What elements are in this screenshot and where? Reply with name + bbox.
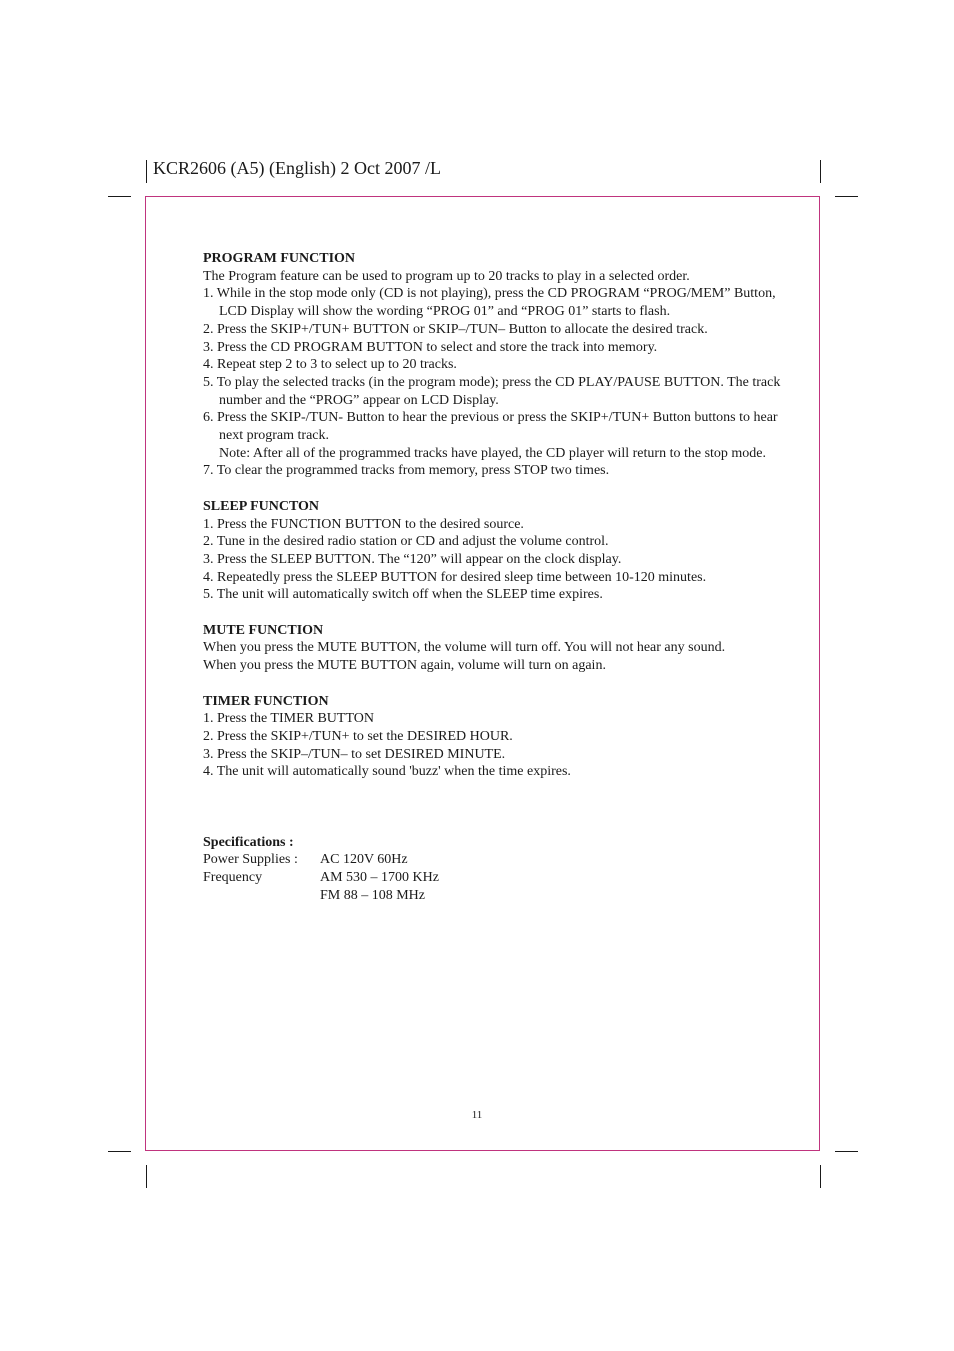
sleep-function-heading: SLEEP FUNCTON (203, 498, 320, 514)
page-number: 11 (471, 1109, 483, 1121)
crop-mark-top-right-horizontal (835, 196, 858, 197)
specifications-section (203, 834, 803, 905)
crop-mark-top-left-horizontal (108, 196, 131, 197)
timer-step: 2. Press the SKIP+/TUN+ to set the DESIRED HOUR. (203, 728, 513, 744)
program-step: 5. To play the selected tracks (in the program mode); press the CD PLAY/PAUSE BUTTON. The track number and the “PROG” appear on LCD Display. (203, 374, 781, 408)
sleep-step: 3. Press the SLEEP BUTTON. The “120” will appear on the clock display. (203, 551, 622, 567)
manual-content (203, 250, 803, 905)
program-steps-continued (203, 462, 803, 480)
program-function-heading: PROGRAM FUNCTION (203, 251, 356, 266)
sleep-step: 4. Repeatedly press the SLEEP BUTTON for desired sleep time between 10-120 minutes. (203, 569, 707, 585)
program-steps (203, 285, 803, 444)
frequency-am-value: AM 530 – 1700 KHz (320, 870, 439, 886)
spec-row-frequency-fm (203, 887, 439, 905)
mute-line: When you press the MUTE BUTTON again, volume will turn on again. (203, 658, 606, 674)
program-note: Note: After all of the programmed tracks have played, the CD player will return to the stop mode. (219, 445, 767, 461)
sleep-step: 2. Tune in the desired radio station or CD and adjust the volume control. (203, 534, 609, 550)
spec-row-frequency-am (203, 869, 439, 887)
program-step: 7. To clear the programmed tracks from memory, press STOP two times. (203, 463, 610, 479)
timer-step: 1. Press the TIMER BUTTON (203, 711, 374, 727)
crop-mark-top-left-vertical (146, 160, 147, 183)
specifications-heading: Specifications : (203, 834, 294, 850)
crop-mark-bottom-right-horizontal (835, 1151, 858, 1152)
sleep-step: 1. Press the FUNCTION BUTTON to the desired source. (203, 516, 524, 532)
spec-row-power (203, 851, 439, 869)
sleep-function-section (203, 498, 803, 604)
frequency-fm-value: FM 88 – 108 MHz (320, 887, 426, 903)
sleep-step: 5. The unit will automatically switch off when the SLEEP time expires. (203, 587, 603, 603)
timer-step: 3. Press the SKIP–/TUN– to set DESIRED MINUTE. (203, 746, 506, 762)
print-slug-header: KCR2606 (A5) (English) 2 Oct 2007 /L (153, 158, 441, 178)
crop-mark-top-right-vertical (820, 160, 821, 183)
program-intro: The Program feature can be used to program up to 20 tracks to play in a selected order. (203, 268, 690, 284)
mute-function-section (203, 622, 803, 675)
sleep-steps (203, 516, 803, 605)
power-supplies-value: AC 120V 60Hz (320, 852, 408, 868)
crop-mark-bottom-right-vertical (820, 1165, 821, 1188)
program-step: 1. While in the stop mode only (CD is not playing), press the CD PROGRAM “PROG/MEM” Button, LCD Display will show the wording “PROG 01” and “PROG 01” starts to flash. (203, 286, 776, 320)
mute-function-heading: MUTE FUNCTION (203, 622, 324, 638)
timer-function-section (203, 693, 803, 782)
program-step: 2. Press the SKIP+/TUN+ BUTTON or SKIP–/TUN– Button to allocate the desired track. (203, 321, 708, 337)
program-step: 4. Repeat step 2 to 3 to select up to 20 tracks. (203, 357, 457, 373)
timer-steps (203, 710, 803, 781)
timer-function-heading: TIMER FUNCTION (203, 693, 329, 709)
power-supplies-label: Power Supplies : (203, 852, 298, 868)
program-function-section (203, 250, 803, 480)
program-step: 6. Press the SKIP-/TUN- Button to hear the previous or press the SKIP+/TUN+ Button buttons to hear next program track. (203, 410, 778, 444)
program-step: 3. Press the CD PROGRAM BUTTON to select and store the track into memory. (203, 339, 658, 355)
mute-line: When you press the MUTE BUTTON, the volume will turn off. You will not hear any sound. (203, 640, 726, 656)
frequency-label: Frequency (203, 870, 263, 886)
specifications-table (203, 851, 439, 904)
crop-mark-bottom-left-vertical (146, 1165, 147, 1188)
crop-mark-bottom-left-horizontal (108, 1151, 131, 1152)
timer-step: 4. The unit will automatically sound 'buzz' when the time expires. (203, 764, 571, 780)
